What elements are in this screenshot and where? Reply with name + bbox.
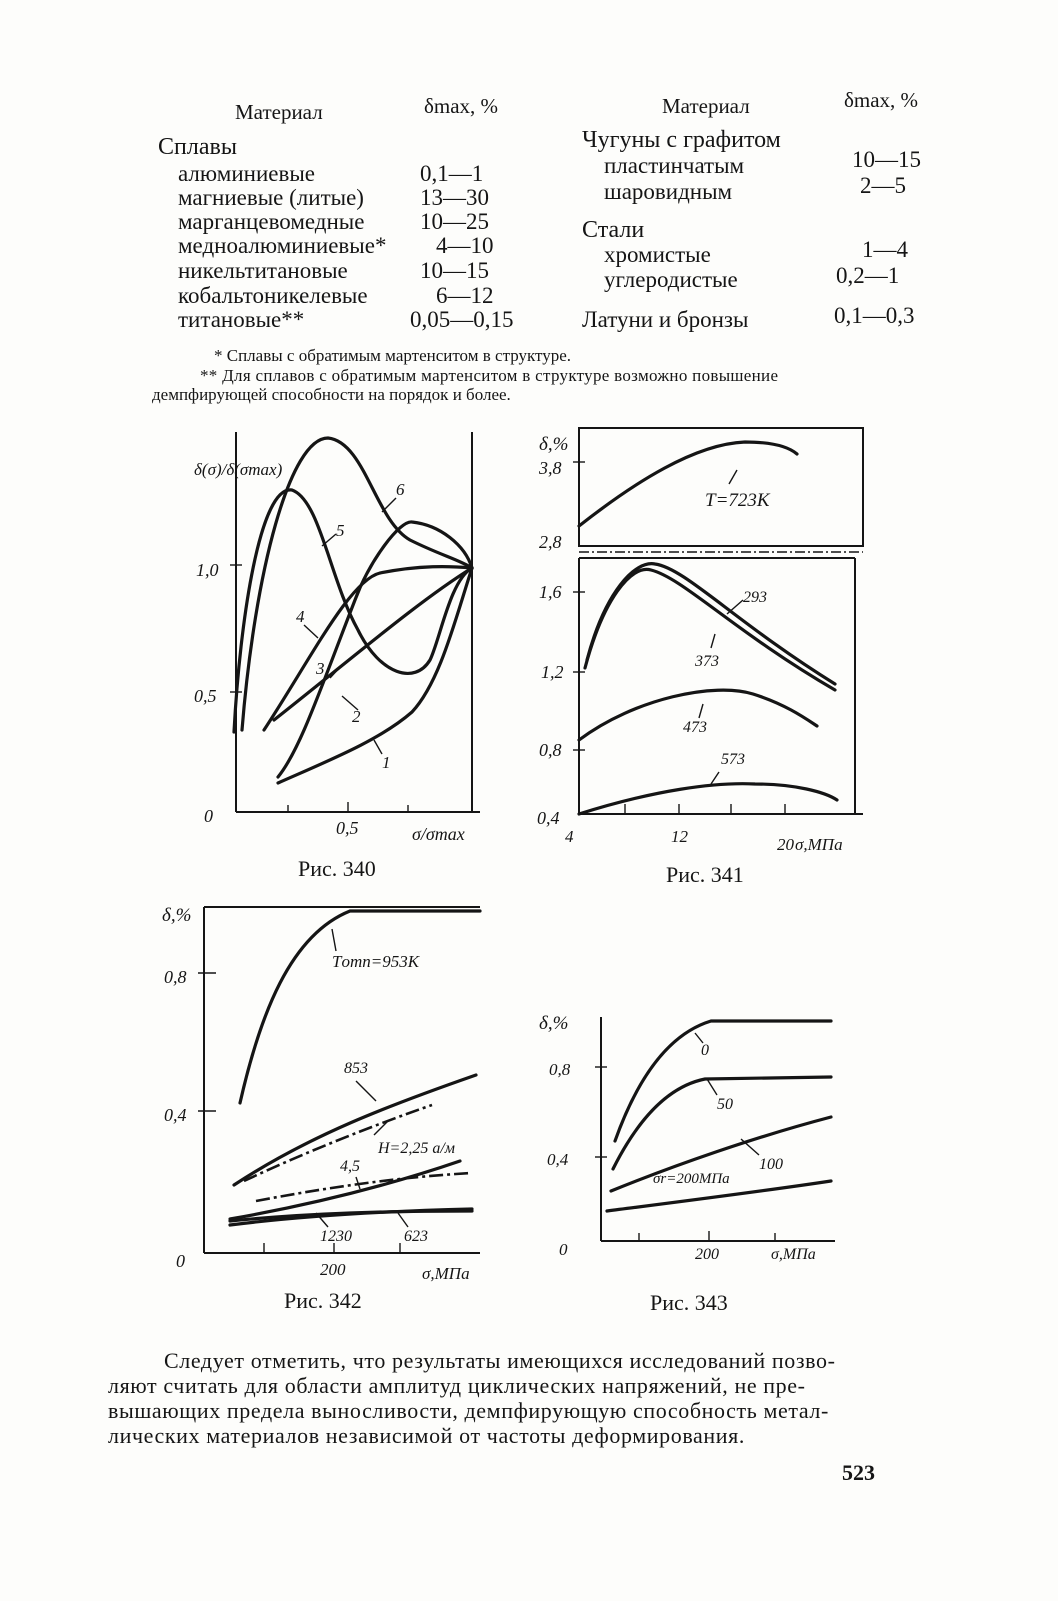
label-T: Tотп=953K — [332, 952, 420, 971]
curve-0 — [615, 1021, 831, 1141]
curve-6 — [242, 438, 472, 730]
table-row-value: 1—4 — [862, 237, 908, 262]
table-row-value: 10—15 — [852, 147, 921, 172]
y-tick: 0,4 — [164, 1105, 187, 1125]
caption-342: Рис. 342 — [284, 1288, 362, 1313]
table-row-name: кобальтоникелевые — [178, 283, 368, 308]
y-tick: 0,5 — [194, 686, 217, 706]
caption-343: Рис. 343 — [650, 1290, 728, 1315]
curve-4-5 — [256, 1173, 472, 1201]
caption-340: Рис. 340 — [298, 856, 376, 881]
table-row-value: 13—30 — [420, 185, 489, 210]
ylabel: δ,% — [539, 434, 569, 455]
y-tick: 0,8 — [549, 1060, 571, 1079]
y-tick: 1,2 — [541, 662, 564, 682]
table-row-value: 0,2—1 — [836, 263, 900, 288]
curve-label: 1 — [382, 753, 391, 772]
table-right-header-material: Материал — [662, 94, 750, 118]
curve-3 — [274, 568, 472, 720]
y-tick: 0,4 — [547, 1150, 569, 1169]
paragraph-line: ляют считать для области амплитуд циклических напряжений, не пре- — [108, 1373, 806, 1398]
figure-340 — [150, 420, 520, 860]
y-tick: 1,6 — [539, 582, 562, 602]
table-row-name: титановые** — [178, 307, 305, 332]
figure-343 — [535, 1005, 855, 1290]
xlabel: σ,МПа — [422, 1264, 470, 1283]
curve-label: 50 — [717, 1096, 733, 1113]
table-left-header-value: δmax, % — [424, 94, 499, 118]
xlabel: σ/σmax — [412, 824, 465, 844]
paragraph-line: вышающих предела выносливости, демпфирующую способность метал- — [108, 1398, 829, 1423]
table-row-name: алюминиевые — [178, 161, 315, 186]
curve-label: 4 — [296, 607, 305, 626]
y-tick: 0,8 — [539, 740, 562, 760]
ylabel: δ(σ)/δ(σmax) — [194, 460, 283, 479]
table-left-header-material: Материал — [235, 100, 323, 124]
curve-label: 373 — [695, 653, 719, 670]
x-tick: 200 — [320, 1260, 346, 1279]
x-tick: 12 — [671, 827, 688, 846]
x-tick: 20 — [777, 835, 794, 854]
curve-label: 2 — [352, 707, 361, 726]
x-tick: 0,5 — [336, 818, 359, 838]
curve-1 — [278, 568, 472, 783]
footnote-2: ** Для сплавов с обратимым мартенситом в структуре возможно повышение — [200, 366, 779, 385]
table-row-name: шаровидным — [604, 179, 733, 204]
xlabel: σ,МПа — [771, 1246, 816, 1263]
paragraph-line: Следует отметить, что результаты имеющихся исследований позво- — [164, 1348, 836, 1373]
table-row-name: никельтитановые — [178, 258, 348, 283]
caption-341: Рис. 341 — [666, 862, 744, 887]
label-723: T=723K — [705, 490, 770, 511]
paragraph-line: лических материалов независимой от частоты деформирования. — [108, 1423, 745, 1448]
curve-label: 3 — [316, 659, 325, 678]
y-tick: 0 — [176, 1251, 185, 1271]
curve-label: 4,5 — [340, 1158, 360, 1175]
table-right-group1: Чугуны с графитом — [582, 127, 781, 153]
table-row-value: 2—5 — [860, 173, 906, 198]
table-row-name: магниевые (литые) — [178, 185, 364, 210]
table-row-value: 6—12 — [436, 283, 494, 308]
table-left-group: Сплавы — [158, 134, 237, 160]
table-right-header-value: δmax, % — [844, 88, 919, 112]
page-number: 523 — [842, 1460, 875, 1485]
curve-label: 573 — [721, 751, 745, 768]
x-tick: 200 — [695, 1246, 719, 1263]
table-row-name: марганцевомедные — [178, 209, 365, 234]
curve-50 — [613, 1077, 831, 1169]
curve-373 — [585, 569, 835, 690]
y-tick: 1,0 — [196, 560, 219, 580]
curve-label: 0 — [701, 1042, 709, 1059]
x-tick: 4 — [565, 827, 574, 846]
table-row-name: пластинчатым — [604, 153, 745, 178]
table-row-value: 0,1—0,3 — [834, 303, 915, 328]
table-row-value: 10—15 — [420, 258, 489, 283]
curve-label: 623 — [404, 1228, 428, 1245]
xlabel: σ,МПа — [795, 835, 843, 854]
ylabel: δ,% — [162, 905, 192, 926]
curve-label: 100 — [759, 1156, 783, 1173]
y-tick: 0 — [204, 806, 213, 826]
y-tick: 3,8 — [539, 458, 562, 478]
curve-723 — [579, 442, 797, 526]
curve-label: 853 — [344, 1060, 368, 1077]
curve-573 — [579, 784, 837, 814]
y-tick: 2,8 — [539, 532, 562, 552]
table-row-value: 4—10 — [436, 233, 494, 258]
y-tick: 0,4 — [537, 808, 560, 828]
table-row-name: Латуни и бронзы — [582, 307, 749, 332]
label-sigma: σr=200МПа — [653, 1171, 730, 1187]
table-right-group2: Стали — [582, 217, 645, 243]
table-row-name: углеродистые — [604, 267, 738, 292]
table-row-name: медноалюминиевые* — [178, 233, 387, 258]
y-tick: 0,8 — [164, 967, 187, 987]
footnote-1: * Сплавы с обратимым мартенситом в структуре. — [214, 346, 572, 365]
table-row-value: 0,1—1 — [420, 161, 484, 186]
figure-342 — [160, 895, 500, 1295]
table-row-value: 10—25 — [420, 209, 489, 234]
curve-label: 6 — [396, 480, 405, 499]
label-H: H=2,25 а/м — [378, 1140, 456, 1157]
ylabel: δ,% — [539, 1013, 569, 1034]
y-tick: 0 — [559, 1240, 568, 1259]
curve-5 — [234, 490, 472, 732]
table-row-value: 0,05—0,15 — [410, 307, 514, 332]
curve-label: 5 — [336, 521, 345, 540]
figure-341 — [535, 422, 875, 862]
curve-label: 293 — [743, 589, 767, 606]
footnote-2-cont: демпфирующей способности на порядок и более. — [152, 385, 511, 404]
curve-label: 473 — [683, 719, 707, 736]
table-row-name: хромистые — [604, 242, 711, 267]
curve-label: 1230 — [320, 1228, 352, 1245]
